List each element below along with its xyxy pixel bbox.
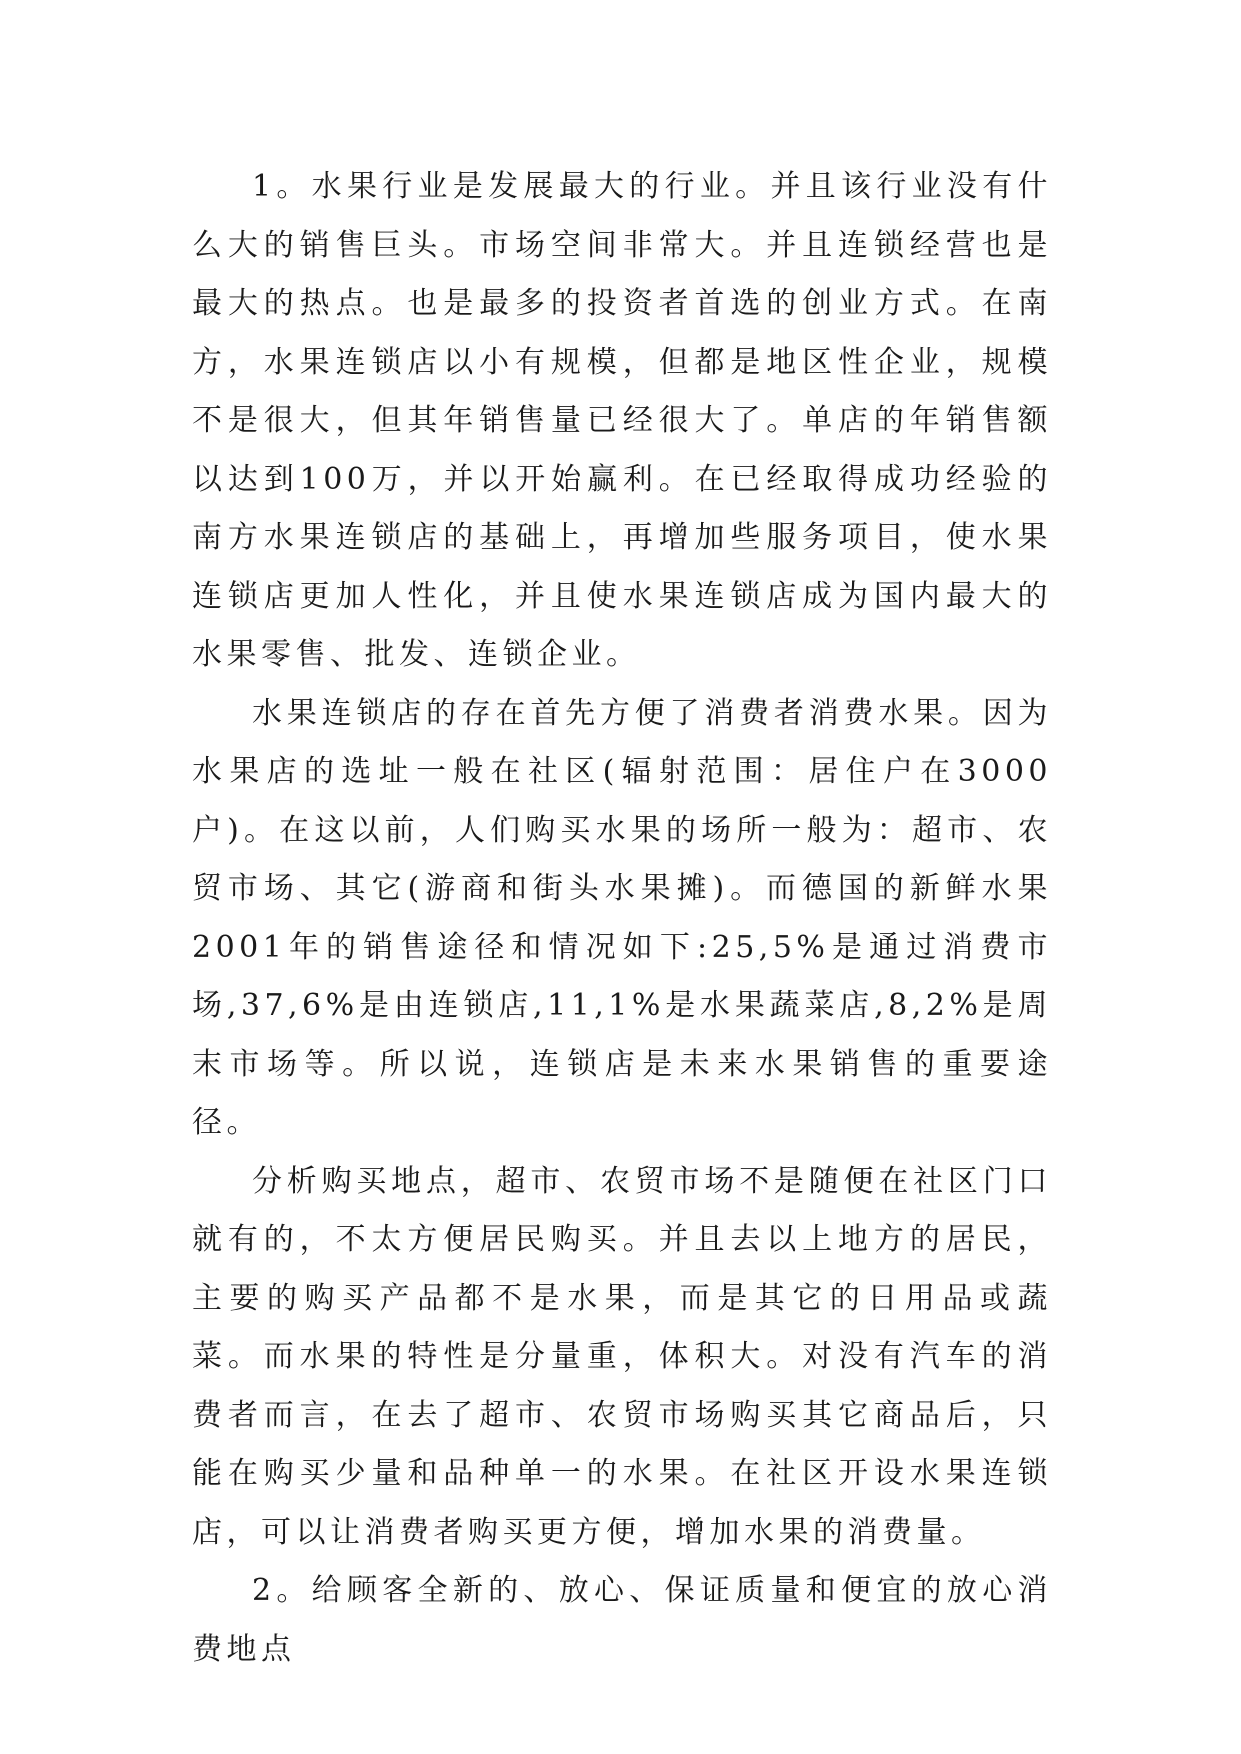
paragraph-customer-assurance: 2。给顾客全新的、放心、保证质量和便宜的放心消费地点 [192,1573,1052,1667]
paragraph-purchase-location-analysis: 分析购买地点，超市、农贸市场不是随便在社区门口就有的，不太方便居民购买。并且去以上地方的居民，主要的购买产品都不是水果，而是其它的日用品或蔬菜。而水果的特性是分量重，体积大。对没有汽车的消费者而言，在去了超市、农贸市场购买其它商品后，只能在购买少量和品种单一的水果。在社区开设水果连锁店，可以让消费者购买更方便，增加水果的消费量。 [192,1163,1052,1550]
paragraph-industry-overview: 1。水果行业是发展最大的行业。并且该行业没有什么大的销售巨头。市场空间非常大。并且连锁经营也是最大的热点。也是最多的投资者首选的创业方式。在南方，水果连锁店以小有规模，但都是地区性企业，规模不是很大，但其年销售量已经很大了。单店的年销售额以达到100万，并以开始赢利。在已经取得成功经验的南方水果连锁店的基础上，再增加些服务项目，使水果连锁店更加人性化，并且使水果连锁店成为国内最大的水果零售、批发、连锁企业。 [192,169,1052,672]
document-body [192,158,1052,1679]
paragraph-chain-store-convenience: 水果连锁店的存在首先方便了消费者消费水果。因为水果店的选址一般在社区(辐射范围：居住户在3000户)。在这以前，人们购买水果的场所一般为：超市、农贸市场、其它(游商和街头水果摊)。而德国的新鲜水果2001年的销售途径和情况如下:25,5%是通过消费市场,37,6%是由连锁店,11,1%是水果蔬菜店,8,2%是周末市场等。所以说，连锁店是未来水果销售的重要途径。 [192,695,1052,1140]
